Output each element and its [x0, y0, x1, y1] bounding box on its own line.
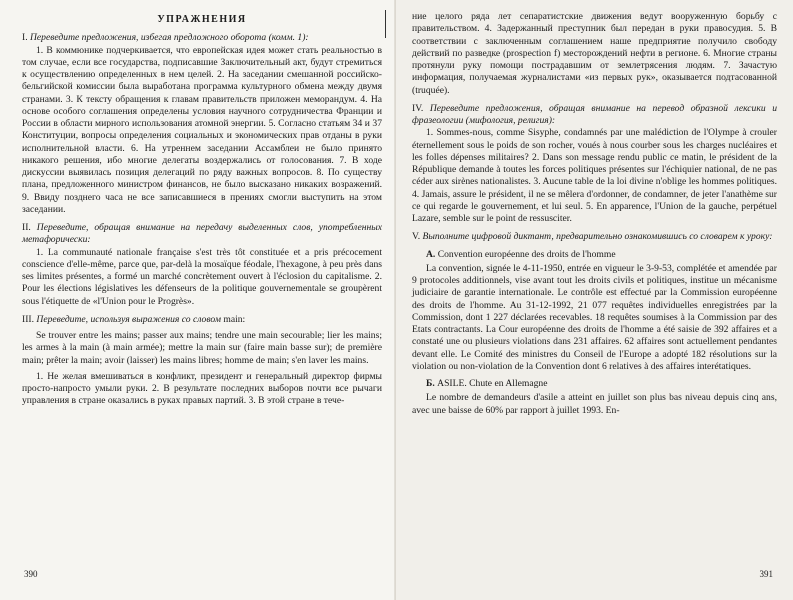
- exercise-5-subheading-b: [412, 378, 777, 390]
- subheading-b-letter: Б.: [426, 378, 435, 389]
- subheading-b-title: ASILE. Chute en Allemagne: [437, 378, 548, 389]
- exercise-1-instruction: [22, 32, 382, 44]
- subheading-a-title: Convention européenne des droits de l'homme: [437, 248, 616, 260]
- exercise-2-instruction: [22, 222, 382, 247]
- exercise-5-subheading-a: [412, 249, 777, 261]
- left-page: [0, 0, 396, 600]
- exercise-3-number: III.: [22, 313, 34, 325]
- exercise-1-instruction-text: Переведите предложения, избегая предложного оборота (комм. 1):: [30, 32, 309, 44]
- exercise-5-instruction-text: Выполните цифровой диктант, предварительно ознакомившись со словарем к уроку:: [422, 231, 773, 243]
- exercise-3-instruction-text: Переведите, используя выражения со словом: [36, 313, 221, 325]
- exercise-3-keyword: main:: [223, 313, 246, 325]
- exercise-3-text: 1. Не желая вмешиваться в конфликт, президент и генеральный директор фирмы просто-напросто умыли руки. 2. В результате последних выборов почти все рычаги управления в стране оказались в руках правых партий. 3. В этой стране в тече-: [22, 370, 382, 407]
- exercise-4-text: 1. Sommes-nous, comme Sisyphe, condamnés par une malédiction de l'Olympe à crouler éternellement sous le poids de son rocher, voués à nous courber sous les charges nucléaires et les folles dépenses militaires? 2. Dans son message rendu public ce matin, le président de la République demande à toutes les forces politiques présentes sur l'échiquier national, de ne pas céder aux sirènes nationalistes. 3. Aucune table de la loi divine n'oblige les hommes politiques. 4. Jamais, assure le président, il ne se mêlera d'ordonner, de condamner, de jeter l'anathème sur ce qui regarde le gouvernement, et lui seul. 5. En apparence, l'Union de la gauche, perpétuel Lazare, semble sur le point de ressusciter.: [412, 127, 777, 224]
- page-number-left: 390: [24, 568, 38, 579]
- exercise-5-text-b: Le nombre de demandeurs d'asile a atteint en juillet son plus bas niveau depuis cinq ans, avec une baisse de 60% par rapport à juillet 1993. En-: [412, 392, 777, 416]
- margin-mark: [385, 10, 386, 38]
- page-number-right: 391: [759, 568, 773, 579]
- exercises-heading: УПРАЖНЕНИЯ: [157, 14, 247, 25]
- subheading-a-letter: А.: [426, 248, 436, 260]
- exercise-4-instruction-text: Переведите предложения, обращая внимание на перевод образной лексики и фразеологии (мифология, религия):: [412, 102, 777, 126]
- exercise-2-instruction-text: Переведите, обращая внимание на передачу выделенных слов, употребленных метафорически:: [22, 222, 382, 246]
- exercise-2-number: II.: [22, 222, 31, 233]
- exercise-5-number: V.: [412, 231, 421, 243]
- exercise-4-number: IV.: [412, 102, 424, 114]
- exercise-3-continuation: ние целого ряда лет сепаратистские движения ведут вооруженную борьбу с правительством. 4. Задержанный преступник был передан в руки правосудия. 5. В соответствии с заключенным соглашением наше предприятие получило свободу действий по разведке (prospection f) месторождений нефти в регионе. 6. Многие страны протянули руку помощи пострадавшим от землетрясения людям. 7. Зачастую информация, получаемая журналистами «из первых рук», оказывается подтасованной (truquée).: [412, 11, 777, 96]
- exercise-2-text: 1. La communauté nationale française s'est très tôt constituée et a pris précocement conscience d'elle-même, parce que, par-delà la mosaïque féodale, l'hexagone, à peu près dans ses limites présentes, a formé un marché concrètement ouvert à l'éclosion du capitalisme. 2. Pour les élections législatives les défenseurs de la politique gouvernementale se groupèrent sous l'étiquette de «l'Union pour le Progrès».: [22, 246, 382, 307]
- right-page: [396, 0, 793, 600]
- exercise-5-instruction: [412, 231, 777, 243]
- exercise-1-number: I.: [22, 32, 28, 44]
- exercise-5-text-a: La convention, signée le 4-11-1950, entrée en vigueur le 3-9-53, complétée et amendée par 9 protocoles additionnels, vise avant tout les droits civils et politiques, institue un mécanisme judiciaire de garantie internationale. Le contrôle est effectué par la Commission européenne des droits de l'homme. Au 31-12-1992, 21 077 requêtes individuelles enregistrées par la Commission, dont 1 227 déclarées recevables. 18 requêtes soumises à la Commission par des Etats contractants. La Cour européenne des droits de l'homme a été saisie de 392 affaires et a constaté une ou plusieurs violations dans 231 affaires. 62 affaires sont actuellement pendantes devant elle. Le Comité des ministres du Conseil de l'Europe a adopté 182 résolutions sur la violation ou non-violation de la Convention dont 6 relatives à des affaires interétatiques.: [412, 262, 777, 372]
- exercise-3-instruction: [22, 314, 382, 326]
- exercise-1-text: 1. В коммюнике подчеркивается, что европейская идея может стать реальностью в том случае, если все государства, подписавшие Заключительный акт, будут стремиться к осуществлению определенных в нем целей. 2. На заседании смешанной российско-бельгийской комиссии была выработана программа культурного обмена между двумя странами. 3. К тексту обращения к главам правительств приложен меморандум. 4. На основе особого соглашения определены условия научного сотрудничества Франции и России в области мирного использования атомной энергии. 5. Согласно статьям 34 и 37 Конституции, вопросы определения социальных и экономических прав отданы в руки исполнительной власти. 6. На утреннем заседании Ассамблеи не было принято никакого решения, ибо многие делегаты воздержались от голосования. 7. В ходе дискуссии выявилась позиция делегаций по ряду важных вопросов. 8. По существу плана, предложенного министром финансов, не было высказано никаких возражений. 9. Ввиду позднего часа не все записавшиеся в прениях смогли выступить на этом заседании.: [22, 44, 382, 215]
- exercise-3-expressions: Se trouver entre les mains; passer aux mains; tendre une main secourable; lier les mains; les armes à la main (à main armée); mettre la main sur (faire main basse sur); de première main; prêter la main; avoir (laisser) les mains libres; homme de main; s'en laver les mains.: [22, 330, 382, 366]
- exercise-4-instruction: [412, 103, 777, 128]
